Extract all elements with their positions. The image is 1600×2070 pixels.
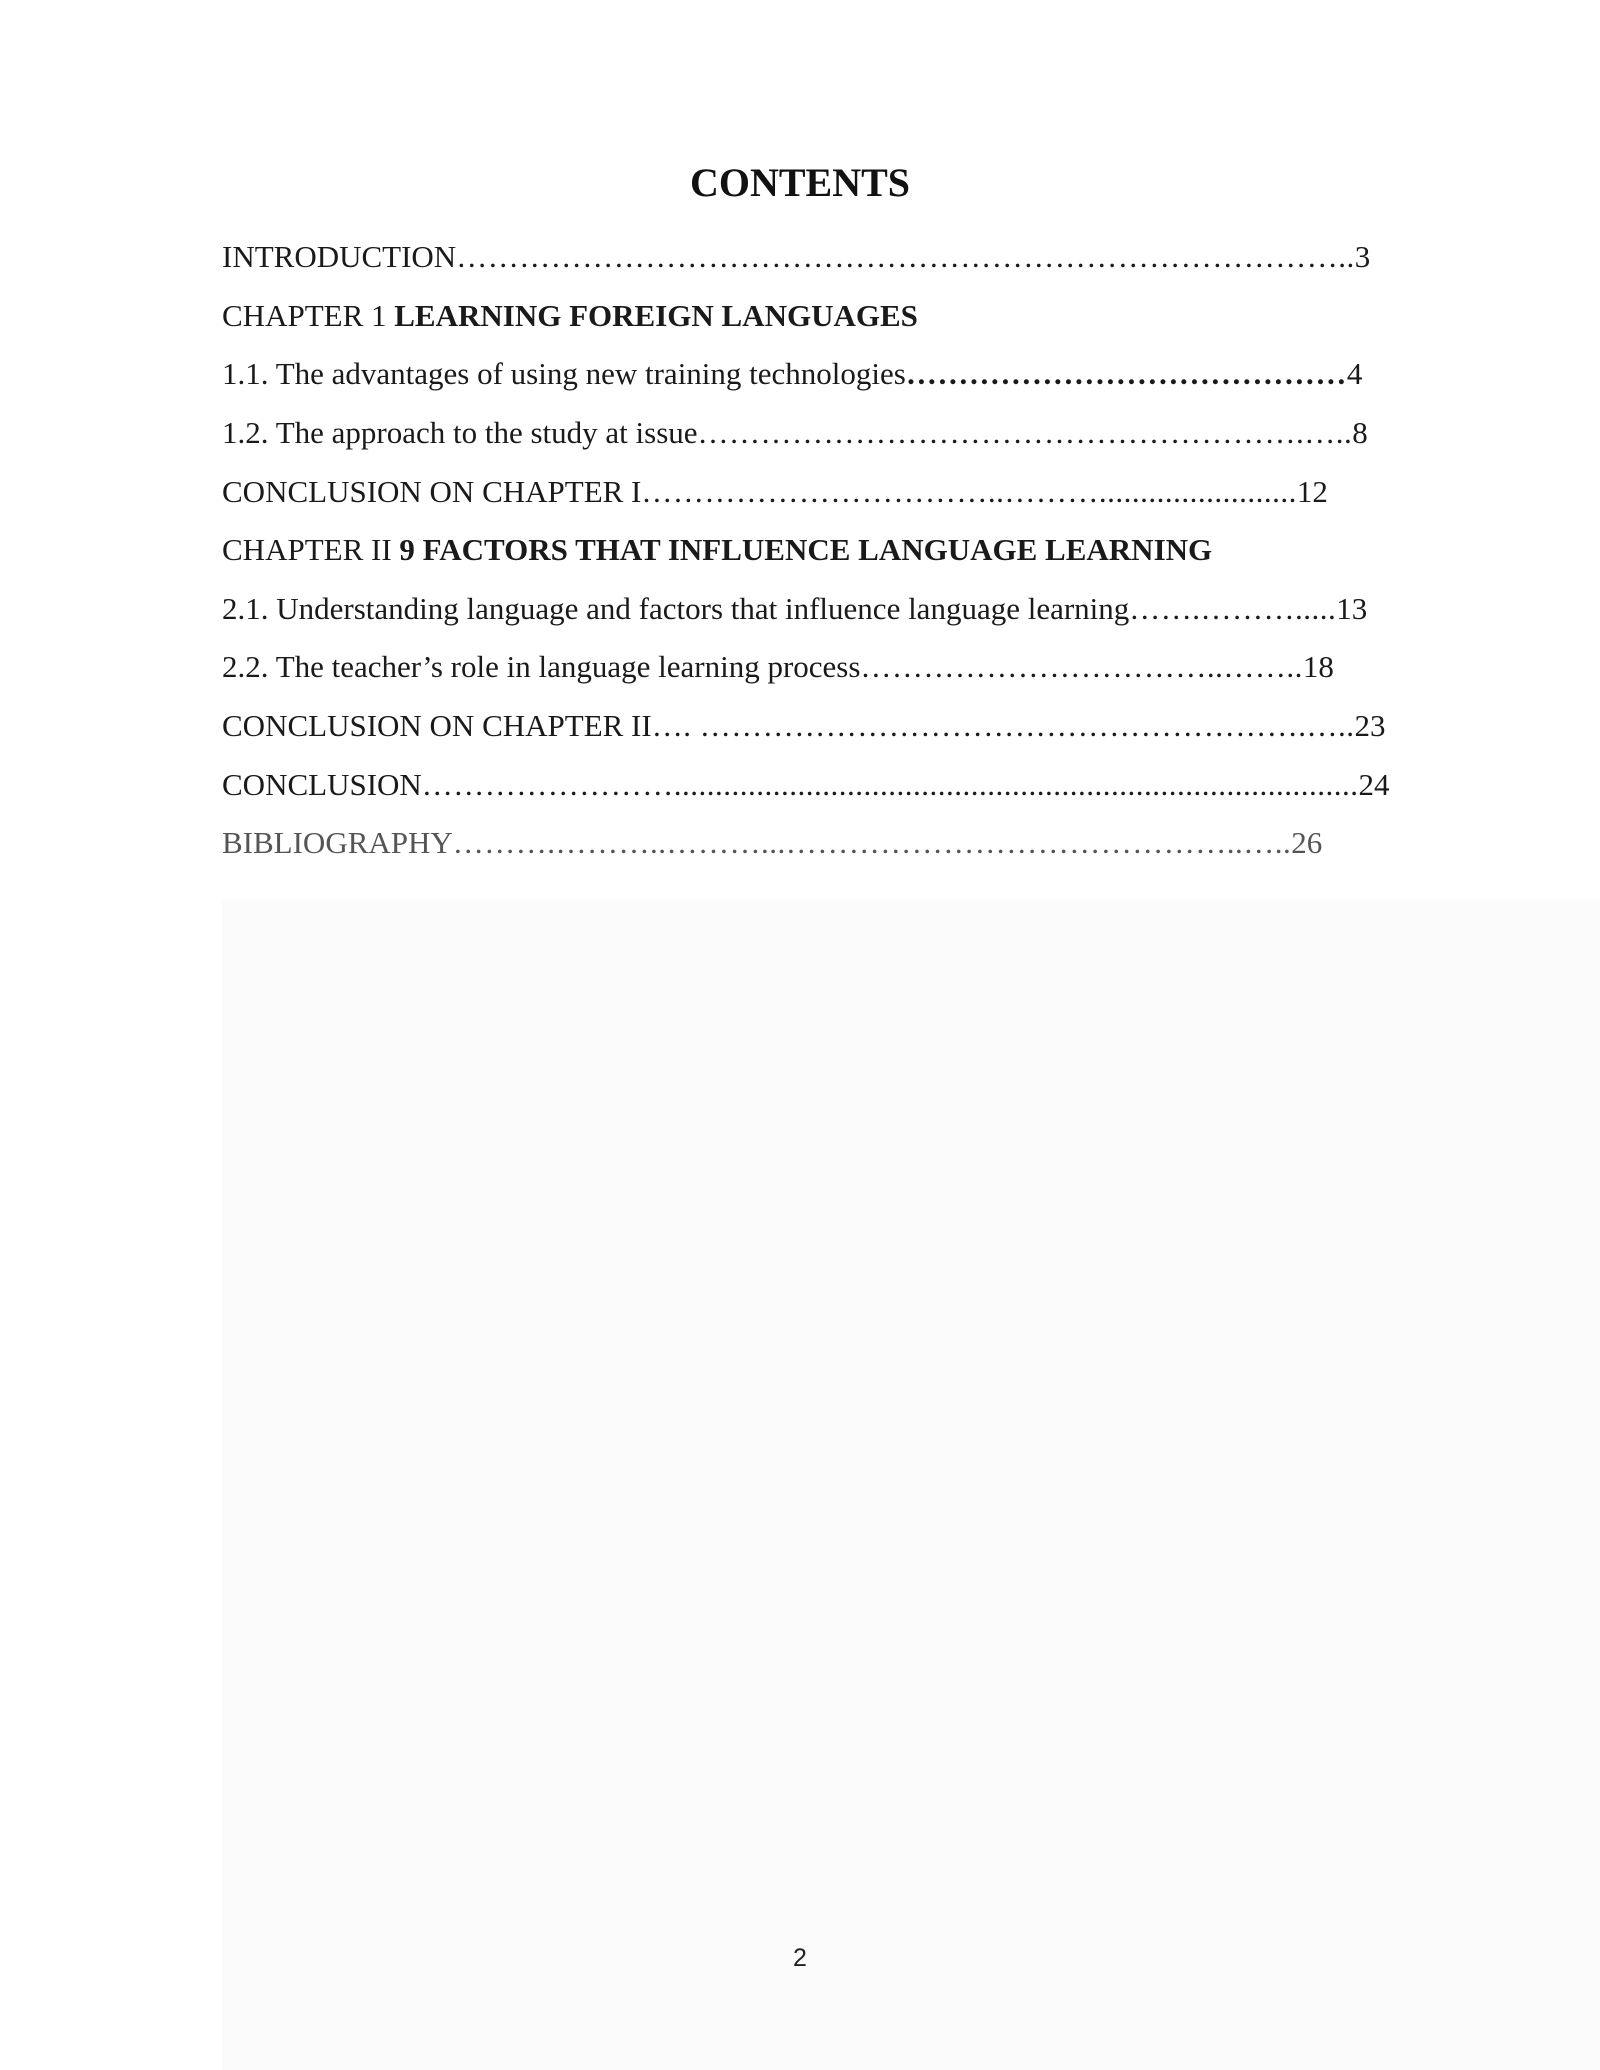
toc-leader-dots: ……………………………..…….. — [860, 649, 1303, 685]
toc-page-number: 8 — [1352, 415, 1368, 451]
toc-chapter-label: CHAPTER II — [222, 532, 400, 568]
toc-page-number: 13 — [1336, 590, 1368, 626]
toc-entry-introduction[interactable] — [222, 228, 1522, 287]
toc-entry-label: CONCLUSION — [222, 766, 422, 802]
toc-entry-label: 1.2. The approach to the study at issue — [222, 415, 698, 451]
toc-entry-2-2[interactable] — [222, 638, 1522, 697]
toc-leader-dots: …………………………………… — [905, 356, 1347, 392]
toc-page-number: 23 — [1354, 708, 1386, 744]
toc-leader-dots: ………………………………………………….….. — [697, 415, 1353, 451]
toc-entry-bibliography[interactable] — [222, 814, 1522, 873]
contents-title: CONTENTS — [689, 160, 911, 205]
toc-entry-label: 1.1. The advantages of using new training technologies — [222, 356, 906, 392]
toc-entry-1-2[interactable] — [222, 404, 1522, 463]
toc-entry-conclusion-chapter-1[interactable] — [222, 462, 1522, 521]
toc-chapter-title: 9 FACTORS THAT INFLUENCE LANGUAGE LEARNING — [399, 532, 1213, 568]
toc-page-number: 26 — [1291, 825, 1323, 861]
toc-page-number: 24 — [1358, 766, 1390, 802]
toc-entry-1-1[interactable] — [222, 345, 1522, 404]
toc-leader-dots: ……………………................................................................................... — [421, 766, 1359, 802]
toc-page-number: 18 — [1302, 649, 1334, 685]
toc-page-number: 12 — [1296, 473, 1328, 509]
toc-entry-label: 2.2. The teacher’s role in language learning process — [222, 649, 861, 685]
toc-chapter-1-heading[interactable] — [222, 287, 1522, 346]
toc-leader-dots: ………………………………………………………………………….. — [456, 239, 1355, 275]
toc-entry-2-1[interactable] — [222, 580, 1522, 639]
page-number: 2 — [793, 1944, 807, 1972]
toc-leader-dots: …. ………………………………………………….….. — [651, 708, 1355, 744]
toc-leader-dots: …….………..... — [1129, 590, 1337, 626]
toc-entry-label: CONCLUSION ON CHAPTER I — [222, 473, 642, 509]
table-of-contents — [222, 228, 1522, 873]
toc-page-number: 4 — [1346, 356, 1363, 392]
toc-entry-label: INTRODUCTION — [222, 239, 457, 275]
toc-entry-label: CONCLUSION ON CHAPTER II — [222, 708, 652, 744]
toc-chapter-label: CHAPTER 1 — [222, 297, 395, 333]
toc-page-number: 3 — [1354, 239, 1371, 275]
toc-chapter-title: LEARNING FOREIGN LANGUAGES — [394, 297, 918, 333]
toc-entry-label: BIBLIOGRAPHY — [222, 825, 453, 861]
toc-chapter-2-heading[interactable] — [222, 521, 1522, 580]
toc-entry-conclusion[interactable] — [222, 755, 1522, 814]
toc-leader-dots: ……….………..………...……………………………………..….. — [452, 825, 1292, 861]
toc-leader-dots: ……………………………..………........................ — [641, 473, 1297, 509]
toc-entry-label: 2.1. Understanding language and factors that influence language learning — [222, 590, 1130, 626]
toc-entry-conclusion-chapter-2[interactable] — [222, 697, 1522, 756]
page-shading — [222, 900, 1600, 2070]
